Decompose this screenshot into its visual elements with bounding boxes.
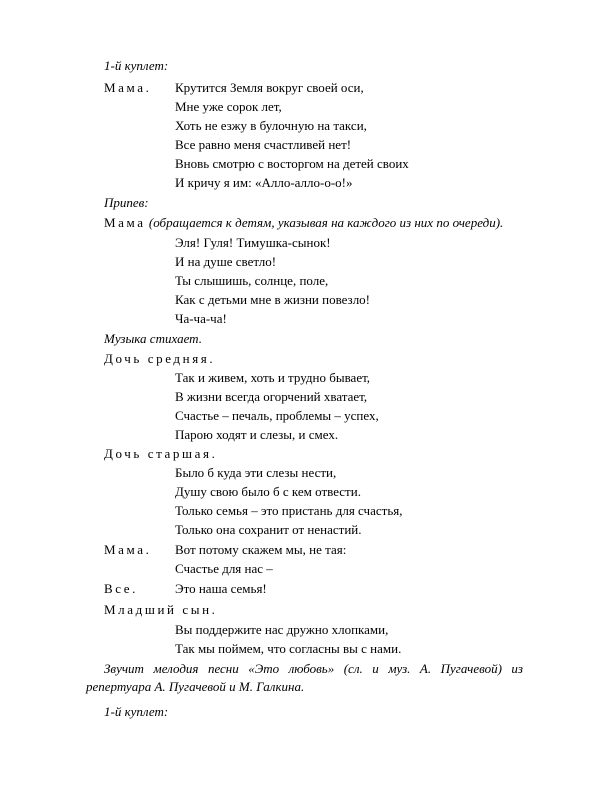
verse-line: Хоть не езжу в булочную на такси,: [175, 118, 367, 133]
chorus-heading: Припев:: [104, 195, 149, 210]
verse-heading-1: 1-й куплет:: [104, 58, 169, 73]
speech-line: Так и живем, хоть и трудно бывает,: [175, 370, 371, 385]
speech-line: Было б куда эти слезы нести,: [175, 465, 337, 480]
verse-line: Все равно меня счастливей нет!: [175, 137, 352, 152]
chorus-line: И на душе светло!: [175, 254, 277, 269]
chorus-line: Эля! Гуля! Тимушка-сынок!: [175, 235, 331, 250]
speech-line: В жизни всегда огорчений хватает,: [175, 389, 368, 404]
verse-line: Мне уже сорок лет,: [175, 99, 282, 114]
speech-line: Душу свою было б с кем отвести.: [175, 484, 361, 499]
speaker-middle-daughter: Дочь средняя.: [104, 351, 216, 366]
melody-note-line: Звучит мелодия песни «Это любовь» (сл. и муз. А. Пугачевой) из: [104, 661, 523, 676]
verse-heading-2: 1-й куплет:: [104, 704, 169, 719]
verse-line: Крутится Земля вокруг своей оси,: [175, 80, 364, 95]
speech-line: Вот потому скажем мы, не тая:: [175, 542, 347, 557]
speaker-mama-direction-line: [104, 215, 503, 231]
speaker-elder-daughter: Дочь старшая.: [104, 446, 218, 461]
speaker-mama: Мама: [104, 215, 146, 230]
melody-note-line: репертуара А. Пугачевой и М. Галкина.: [86, 679, 305, 694]
speaker-younger-son: Младший сын.: [104, 602, 218, 617]
speech-line: Это наша семья!: [175, 581, 267, 596]
speech-line: Только семья – это пристань для счастья,: [175, 503, 403, 518]
speech-line: Счастье – печаль, проблемы – успех,: [175, 408, 379, 423]
speech-line: Счастье для нас –: [175, 561, 273, 576]
stage-direction: (обращается к детям, указывая на каждого из них по очереди).: [148, 215, 504, 230]
verse-line: Вновь смотрю с восторгом на детей своих: [175, 156, 409, 171]
speech-line: Вы поддержите нас дружно хлопками,: [175, 622, 389, 637]
melody-note: [86, 660, 523, 696]
chorus-line: Ча-ча-ча!: [175, 311, 227, 326]
verse-line: И кричу я им: «Алло-алло-о-о!»: [175, 175, 353, 190]
chorus-line: Ты слышишь, солнце, поле,: [175, 273, 329, 288]
speech-line: Только она сохранит от ненастий.: [175, 522, 362, 537]
speaker-mama: Мама.: [104, 80, 152, 95]
speaker-mama: Мама.: [104, 542, 152, 557]
chorus-line: Как с детьми мне в жизни повезло!: [175, 292, 371, 307]
music-note: Музыка стихает.: [104, 331, 202, 346]
speaker-all: Все.: [104, 581, 139, 596]
speech-line: Парою ходят и слезы, и смех.: [175, 427, 339, 442]
speech-line: Так мы поймем, что согласны вы с нами.: [175, 641, 402, 656]
